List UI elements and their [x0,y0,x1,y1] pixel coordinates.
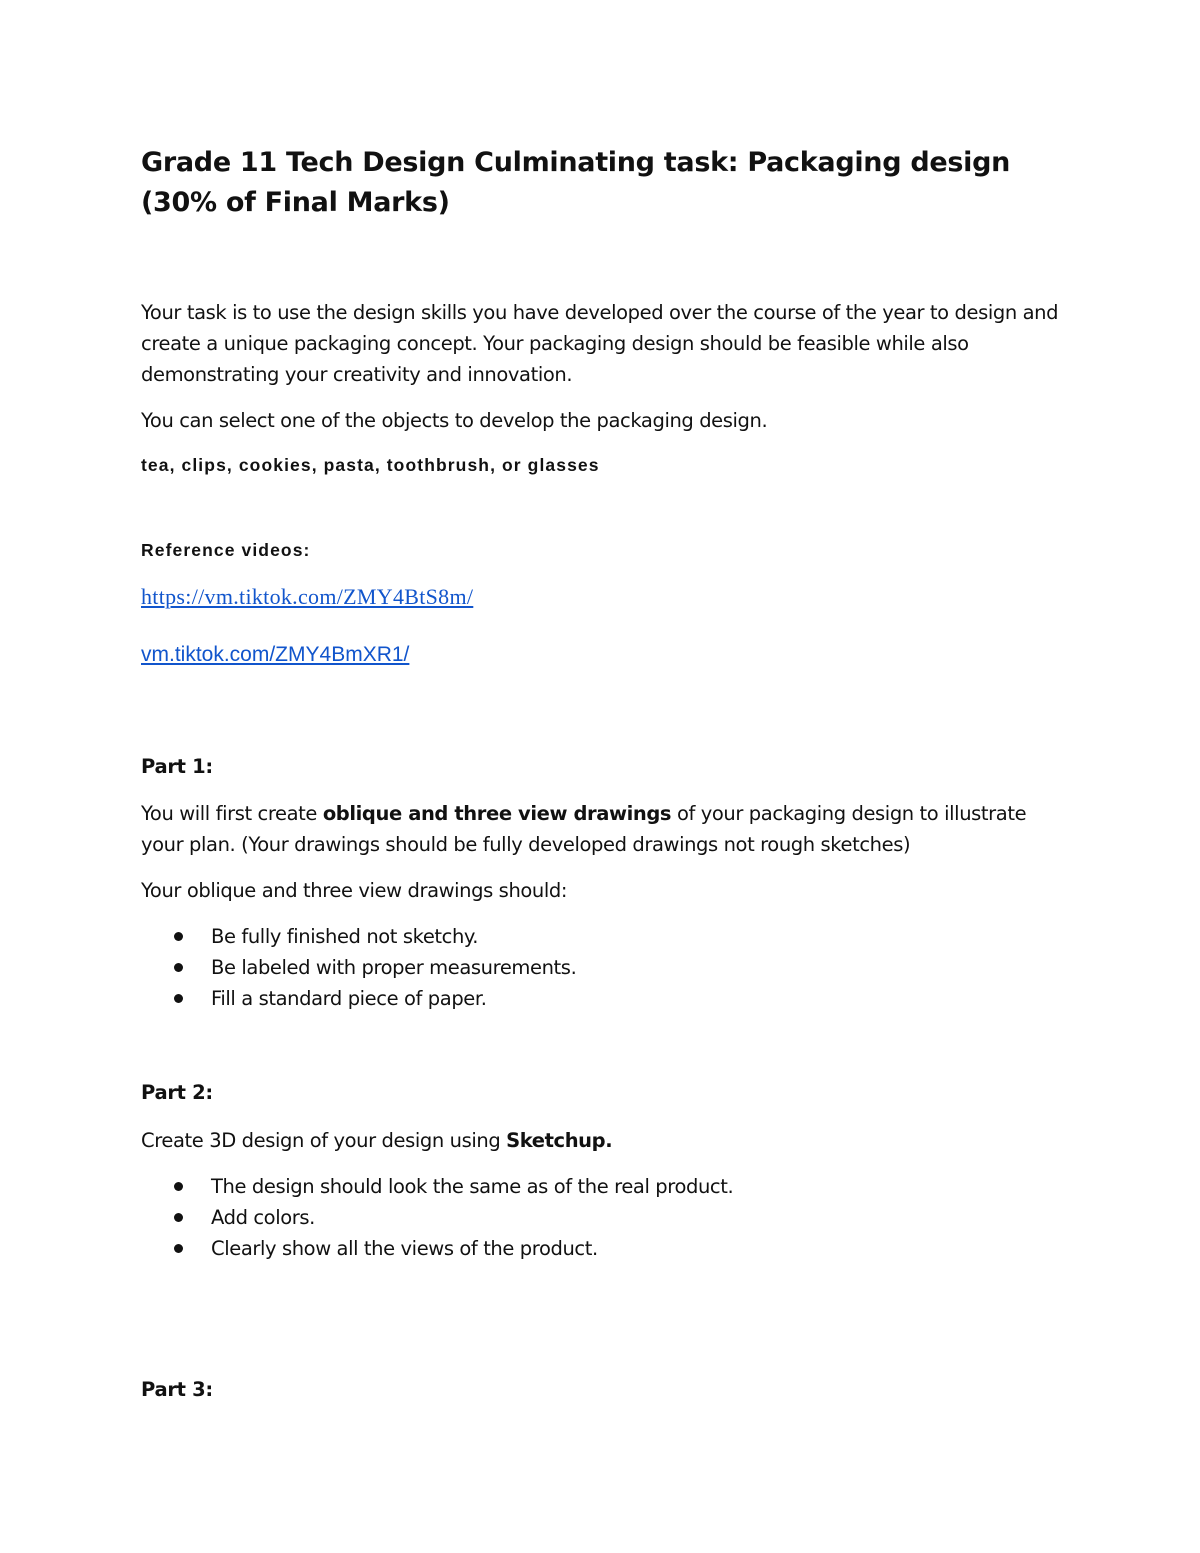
part-2-description [141,1125,612,1156]
list-item-text: Fill a standard piece of paper. [211,987,487,1010]
part-1-heading: Part 1: [141,755,213,778]
bullet-icon [174,1244,183,1253]
reference-video-link-2[interactable]: vm.tiktok.com/ZMY4BmXR1/ [141,643,410,666]
intro-paragraph: Your task is to use the design skills you have developed over the course of the year to design and create a unique packaging concept. Your packaging design should be feasible while also demonstrating your creativity and innovation. [141,301,1059,386]
part-1-bullet-list [141,921,576,1014]
list-item [141,1202,733,1233]
list-item [141,1233,733,1264]
reference-videos-label: Reference videos: [141,540,311,560]
list-item [141,1171,733,1202]
part-2-text-before: Create 3D design of your design using [141,1129,507,1152]
list-item-text: Add colors. [211,1206,315,1229]
part-1-requirements-label: Your oblique and three view drawings should: [141,879,568,902]
bullet-icon [174,1213,183,1222]
list-item-text: Clearly show all the views of the product. [211,1237,598,1260]
list-item-text: The design should look the same as of the real product. [211,1175,734,1198]
list-item-text: Be labeled with proper measurements. [211,956,577,979]
list-item [141,952,576,983]
select-object-paragraph: You can select one of the objects to develop the packaging design. [141,409,768,432]
object-list: tea, clips, cookies, pasta, toothbrush, or glasses [141,455,600,475]
part-2-bullet-list [141,1171,733,1264]
list-item-text: Be fully finished not sketchy. [211,925,479,948]
bullet-icon [174,932,183,941]
part-1-text-after: of your packaging design to illustrate your plan. (Your drawings should be fully developed drawings not rough sketches) [141,802,1027,856]
list-item [141,983,576,1014]
list-item [141,921,576,952]
part-1-text-before: You will first create [141,802,323,825]
bullet-icon [174,994,183,1003]
bullet-icon [174,963,183,972]
part-3-heading: Part 3: [141,1378,213,1401]
part-2-text-bold: Sketchup. [506,1129,613,1152]
document-title: Grade 11 Tech Design Culminating task: Packaging design (30% of Final Marks) [141,147,1011,218]
part-1-description [141,798,1071,860]
bullet-icon [174,1182,183,1191]
part-2-heading: Part 2: [141,1081,213,1104]
part-1-text-bold: oblique and three view drawings [322,802,672,825]
reference-video-link-1[interactable]: https://vm.tiktok.com/ZMY4BtS8m/ [141,584,474,609]
